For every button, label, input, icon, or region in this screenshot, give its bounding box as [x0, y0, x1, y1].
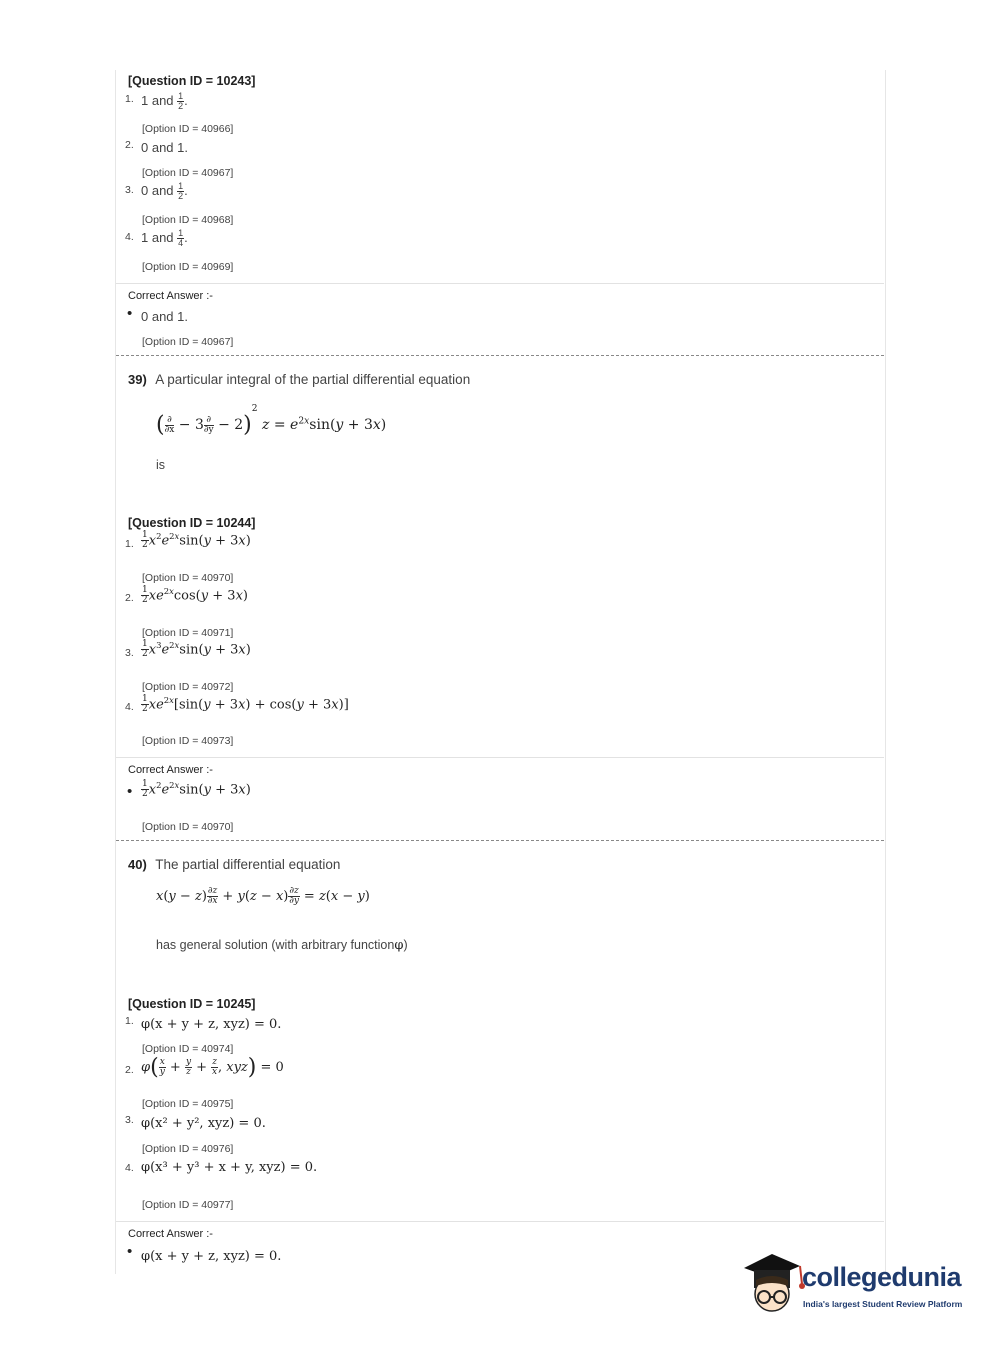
question-id-38: [Question ID = 10243]	[128, 74, 256, 88]
option-number: 1.	[125, 538, 134, 550]
brand-tagline: India's largest Student Review Platform	[803, 1299, 963, 1309]
question-separator	[116, 355, 884, 356]
fraction: $\frac{\partial}{\partial x}$	[164, 414, 175, 435]
brand-name: collegedunia	[802, 1262, 962, 1292]
fraction: $\frac{1}{2}$	[142, 639, 148, 660]
option-number: 1.	[125, 1015, 134, 1027]
correct-answer-text: 0 and 1.	[141, 309, 188, 324]
option-text: φ(x² + y², xyz) = 0.	[141, 1116, 266, 1131]
bullet: •	[127, 305, 133, 322]
option-id: [Option ID = 40967]	[142, 167, 234, 179]
option-id: [Option ID = 40970]	[142, 821, 234, 833]
question-number: 39)	[128, 372, 147, 387]
option-number: 2.	[125, 139, 134, 151]
option-text: $\frac{1}{2}$ $xe^{2x}[\sin(y + 3x) + \cos(y + 3x)]$	[142, 694, 349, 715]
question-text-continued	[156, 938, 408, 953]
fraction: $\frac{1}{2}$	[142, 694, 148, 715]
option-text: $\frac{1}{2}$ $x^2e^{2x}\sin(y + 3x)$	[142, 530, 251, 551]
question-header	[128, 371, 470, 389]
question-header	[128, 856, 340, 874]
fraction: $\frac{\partial z}{\partial y}$	[289, 886, 299, 906]
fraction: $\frac{1}{2}$	[142, 585, 148, 606]
option-text: $\frac{1}{2}$ $x^3e^{2x}\sin(y + 3x)$	[142, 639, 251, 660]
question-text: A particular integral of the partial differential equation	[155, 372, 471, 387]
option-number: 2.	[125, 592, 134, 604]
option-id: [Option ID = 40967]	[142, 336, 234, 348]
question-text-continued: is	[156, 458, 166, 472]
option-number: 2.	[125, 1064, 134, 1076]
option-id: [Option ID = 40971]	[142, 627, 234, 639]
divider	[116, 1221, 884, 1222]
option-text: φ(x³ + y³ + x + y, xyz) = 0.	[141, 1160, 318, 1175]
fraction: $\frac{1}{2}$	[142, 530, 148, 551]
phi-symbol: φ	[394, 938, 404, 953]
question-equation: x(y − z) $\frac{\partial z}{\partial x}$ + y(z − x) $\frac{\partial z}{\partial y}$ = z(x − y)	[156, 886, 370, 906]
question-text: The partial differential equation	[155, 857, 341, 872]
option-text: 1 and $\frac{1}{4}$ .	[141, 228, 188, 248]
fraction: $\frac{1}{4}$	[178, 228, 184, 248]
option-id: [Option ID = 40976]	[142, 1143, 234, 1155]
correct-answer-text: φ(x + y + z, xyz) = 0.	[141, 1249, 282, 1264]
fraction: $\frac{1}{2}$	[178, 181, 184, 201]
option-text: $\frac{1}{2}$ $xe^{2x}\cos(y + 3x)$	[142, 585, 248, 606]
divider	[116, 283, 884, 284]
fraction: $\frac{\partial}{\partial y}$	[203, 414, 214, 435]
option-id: [Option ID = 40966]	[142, 123, 234, 135]
question-text-span: has general solution (with arbitrary function	[156, 938, 395, 952]
option-text: 0 and $\frac{1}{2}$ .	[141, 181, 188, 201]
question-id-40: [Question ID = 10245]	[128, 997, 256, 1011]
question-id-39: [Question ID = 10244]	[128, 516, 256, 530]
closing-paren: )	[403, 938, 408, 952]
correct-answer-label: Correct Answer :-	[128, 1228, 213, 1240]
option-number: 3.	[125, 647, 134, 659]
bullet: •	[127, 783, 133, 800]
bullet: •	[127, 1243, 133, 1260]
option-number: 4.	[125, 701, 134, 713]
option-text: 0 and 1.	[141, 140, 188, 155]
question-number: 40)	[128, 857, 147, 872]
option-number: 4.	[125, 1162, 134, 1174]
option-id: [Option ID = 40972]	[142, 681, 234, 693]
page-frame	[115, 70, 886, 1274]
question-separator	[116, 840, 884, 841]
fraction: $\frac{z}{x}$	[212, 1057, 218, 1077]
question-equation: ( $\frac{\partial}{\partial x}$ − 3 $\frac{\partial}{\partial y}$ − 2)$^2$ $z = e^{2x}\sin(y + 3x)$	[156, 404, 387, 438]
option-id: [Option ID = 40969]	[142, 261, 234, 273]
option-text: 1 and $\frac{1}{2}$ .	[141, 91, 188, 111]
fraction: $\frac{1}{2}$	[142, 779, 148, 800]
option-id: [Option ID = 40977]	[142, 1199, 234, 1211]
correct-answer-label: Correct Answer :-	[128, 290, 213, 302]
option-number: 3.	[125, 1114, 134, 1126]
correct-answer-text: $\frac{1}{2}$ $x^2e^{2x}\sin(y + 3x)$	[142, 779, 251, 800]
correct-answer-label: Correct Answer :-	[128, 764, 213, 776]
option-id: [Option ID = 40973]	[142, 735, 234, 747]
option-number: 3.	[125, 184, 134, 196]
fraction: $\frac{x}{y}$	[159, 1057, 165, 1077]
option-id: [Option ID = 40975]	[142, 1098, 234, 1110]
fraction: $\frac{\partial z}{\partial x}$	[207, 886, 218, 906]
option-id: [Option ID = 40968]	[142, 214, 234, 226]
option-id: [Option ID = 40970]	[142, 572, 234, 584]
fraction: $\frac{y}{z}$	[185, 1057, 192, 1077]
option-number: 1.	[125, 93, 134, 105]
option-text: φ(x + y + z, xyz) = 0.	[141, 1017, 282, 1032]
divider	[116, 757, 884, 758]
option-text: φ( $\frac{x}{y}$ + $\frac{y}{z}$ + $\frac{z}{x}$ , xyz) = 0	[141, 1055, 284, 1080]
fraction: $\frac{1}{2}$	[178, 91, 184, 111]
option-number: 4.	[125, 231, 134, 243]
option-id: [Option ID = 40974]	[142, 1043, 234, 1055]
